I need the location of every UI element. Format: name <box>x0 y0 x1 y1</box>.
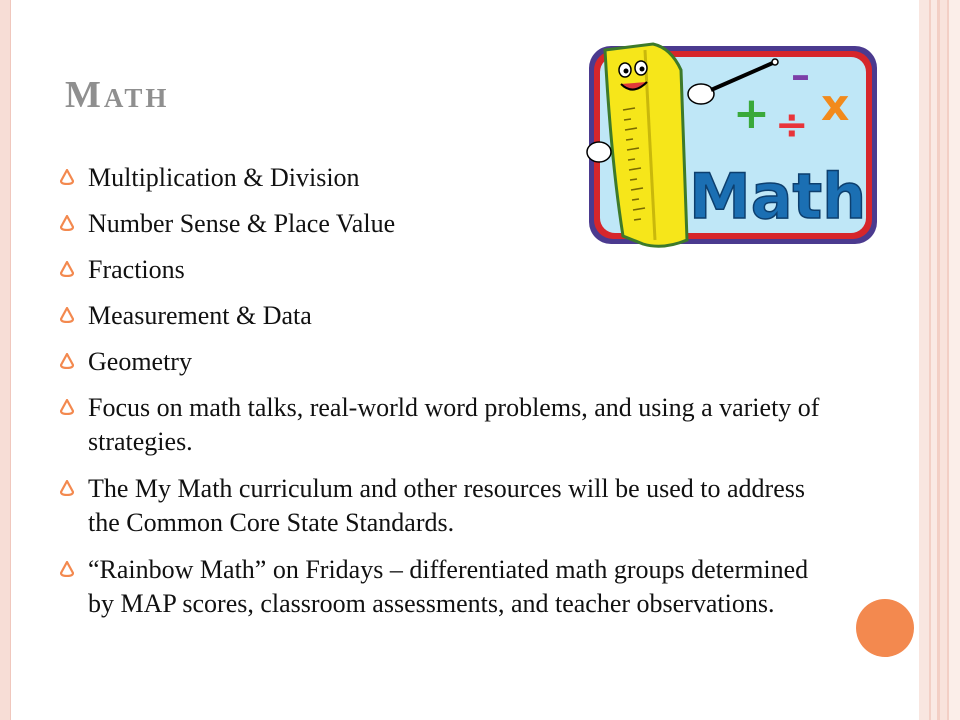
minus-symbol-icon: – <box>791 53 810 97</box>
orange-bullet-icon <box>60 399 74 415</box>
bullet-text: Focus on math talks, real-world word problems, and using a variety of strategies. <box>88 393 820 456</box>
bullet-text: Geometry <box>88 347 192 376</box>
orange-bullet-icon <box>60 353 74 369</box>
bullet-text: Fractions <box>88 255 185 284</box>
bullet-item <box>60 207 840 241</box>
orange-bullet-icon <box>60 307 74 323</box>
slide-title: Math <box>65 74 170 116</box>
logo-math-text: Math <box>689 160 867 233</box>
bullet-item <box>60 161 840 195</box>
orange-bullet-icon <box>60 215 74 231</box>
bullet-text: “Rainbow Math” on Fridays – differentiated math groups determined by MAP scores, classroom assessments, and teacher observations. <box>88 555 809 618</box>
bullet-item <box>60 391 840 459</box>
bullet-text: Multiplication & Division <box>88 163 360 192</box>
bullet-list <box>60 161 840 634</box>
bullet-text: Number Sense & Place Value <box>88 209 396 238</box>
orange-bullet-icon <box>60 561 74 577</box>
orange-decorative-circle <box>856 599 914 657</box>
bullet-text: Measurement & Data <box>88 301 312 330</box>
bullet-item <box>60 253 840 287</box>
orange-bullet-icon <box>60 261 74 277</box>
right-decorative-stripes <box>919 0 960 720</box>
left-page-edge <box>0 0 10 720</box>
orange-bullet-icon <box>60 169 74 185</box>
orange-bullet-icon <box>60 480 74 496</box>
bullet-item <box>60 345 840 379</box>
divide-symbol-icon: ÷ <box>775 102 809 148</box>
bullet-text: The My Math curriculum and other resources will be used to address the Common Core State Standards. <box>88 474 805 537</box>
bullet-item <box>60 553 840 621</box>
times-symbol-icon: x <box>821 80 850 131</box>
bullet-item <box>60 299 840 333</box>
bullet-item <box>60 472 840 540</box>
plus-symbol-icon: + <box>733 88 770 139</box>
